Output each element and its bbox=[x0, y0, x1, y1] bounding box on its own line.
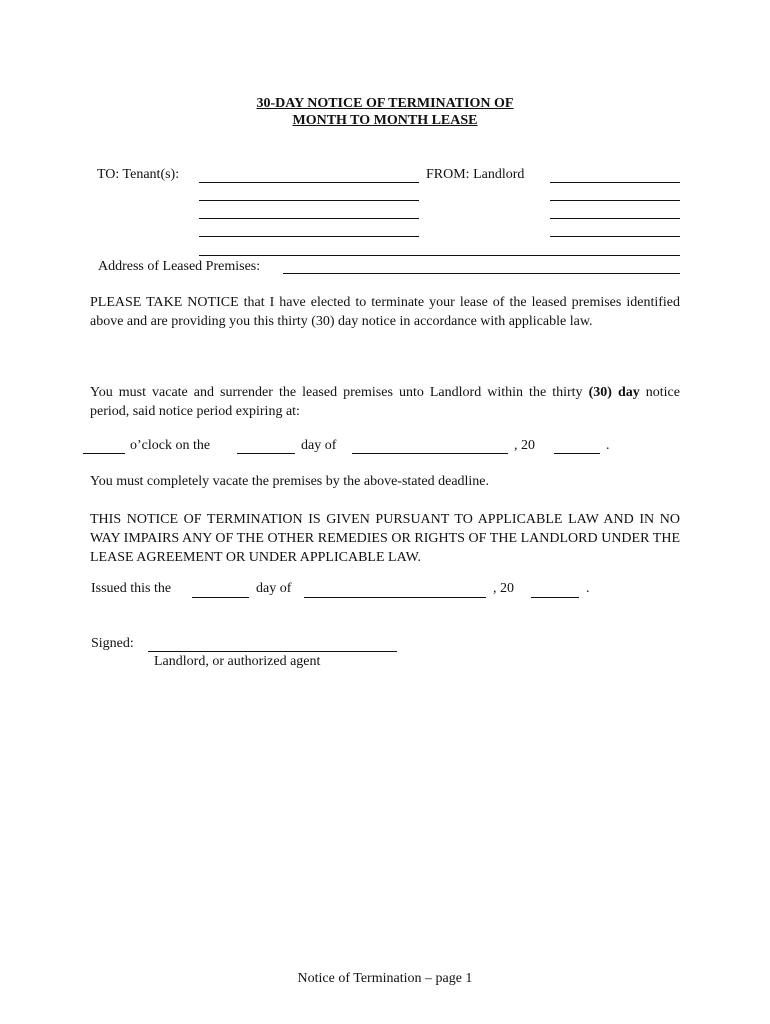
from-landlord-label: FROM: Landlord bbox=[426, 167, 525, 182]
issued-day-of-label: day of bbox=[256, 581, 292, 596]
issued-year-field[interactable] bbox=[531, 597, 579, 598]
period-mark: . bbox=[606, 438, 610, 453]
vacate-text-a: You must vacate and surrender the leased premises unto Landlord within the thirty bbox=[90, 385, 589, 400]
landlord-field-1[interactable] bbox=[550, 182, 680, 183]
issued-year-prefix: , 20 bbox=[493, 581, 514, 596]
address-label: Address of Leased Premises: bbox=[98, 259, 261, 274]
page-footer: Notice of Termination – page 1 bbox=[297, 971, 473, 986]
signature-field[interactable] bbox=[148, 651, 397, 652]
pursuant-paragraph: THIS NOTICE OF TERMINATION IS GIVEN PURSUANT TO APPLICABLE LAW AND IN NO WAY IMPAIRS ANY OF THE OTHER REMEDIES OR RIGHTS OF THE LANDLORD UNDER THE LEASE AGREEMENT OR UNDER APPLICABLE LAW. bbox=[90, 512, 680, 565]
expiry-day-field[interactable] bbox=[237, 453, 295, 454]
vacate-text-bold: (30) day bbox=[588, 385, 640, 400]
year-prefix-label: , 20 bbox=[514, 438, 535, 453]
vacate-paragraph bbox=[90, 383, 680, 421]
separator-line bbox=[199, 255, 680, 256]
oclock-label: o’clock on the bbox=[130, 438, 211, 453]
title-line-2: MONTH TO MONTH LEASE bbox=[292, 113, 478, 128]
title-line-1: 30-DAY NOTICE OF TERMINATION OF bbox=[256, 96, 514, 111]
signed-label: Signed: bbox=[91, 636, 134, 651]
tenant-field-4[interactable] bbox=[199, 236, 419, 237]
issued-day-field[interactable] bbox=[192, 597, 249, 598]
landlord-field-2[interactable] bbox=[550, 200, 680, 201]
issued-period-mark: . bbox=[586, 581, 590, 596]
expiry-month-field[interactable] bbox=[352, 453, 508, 454]
signer-caption: Landlord, or authorized agent bbox=[154, 654, 321, 669]
issued-label: Issued this the bbox=[91, 581, 172, 596]
tenant-field-1[interactable] bbox=[199, 182, 419, 183]
hour-field[interactable] bbox=[83, 453, 125, 454]
notice-paragraph: PLEASE TAKE NOTICE that I have elected to terminate your lease of the leased premises identified above and are providing you this thirty (30) day notice in accordance with applicable law. bbox=[90, 295, 680, 329]
landlord-field-3[interactable] bbox=[550, 218, 680, 219]
issued-month-field[interactable] bbox=[304, 597, 486, 598]
tenant-field-2[interactable] bbox=[199, 200, 419, 201]
tenant-field-3[interactable] bbox=[199, 218, 419, 219]
vacate-text-b: notice period, said notice period expiring at: bbox=[90, 385, 680, 419]
expiry-year-field[interactable] bbox=[554, 453, 600, 454]
address-field[interactable] bbox=[283, 273, 680, 274]
day-of-label: day of bbox=[301, 438, 337, 453]
landlord-field-4[interactable] bbox=[550, 236, 680, 237]
complete-vacate-text: You must completely vacate the premises by the above-stated deadline. bbox=[90, 474, 490, 489]
to-tenant-label: TO: Tenant(s): bbox=[97, 167, 180, 182]
